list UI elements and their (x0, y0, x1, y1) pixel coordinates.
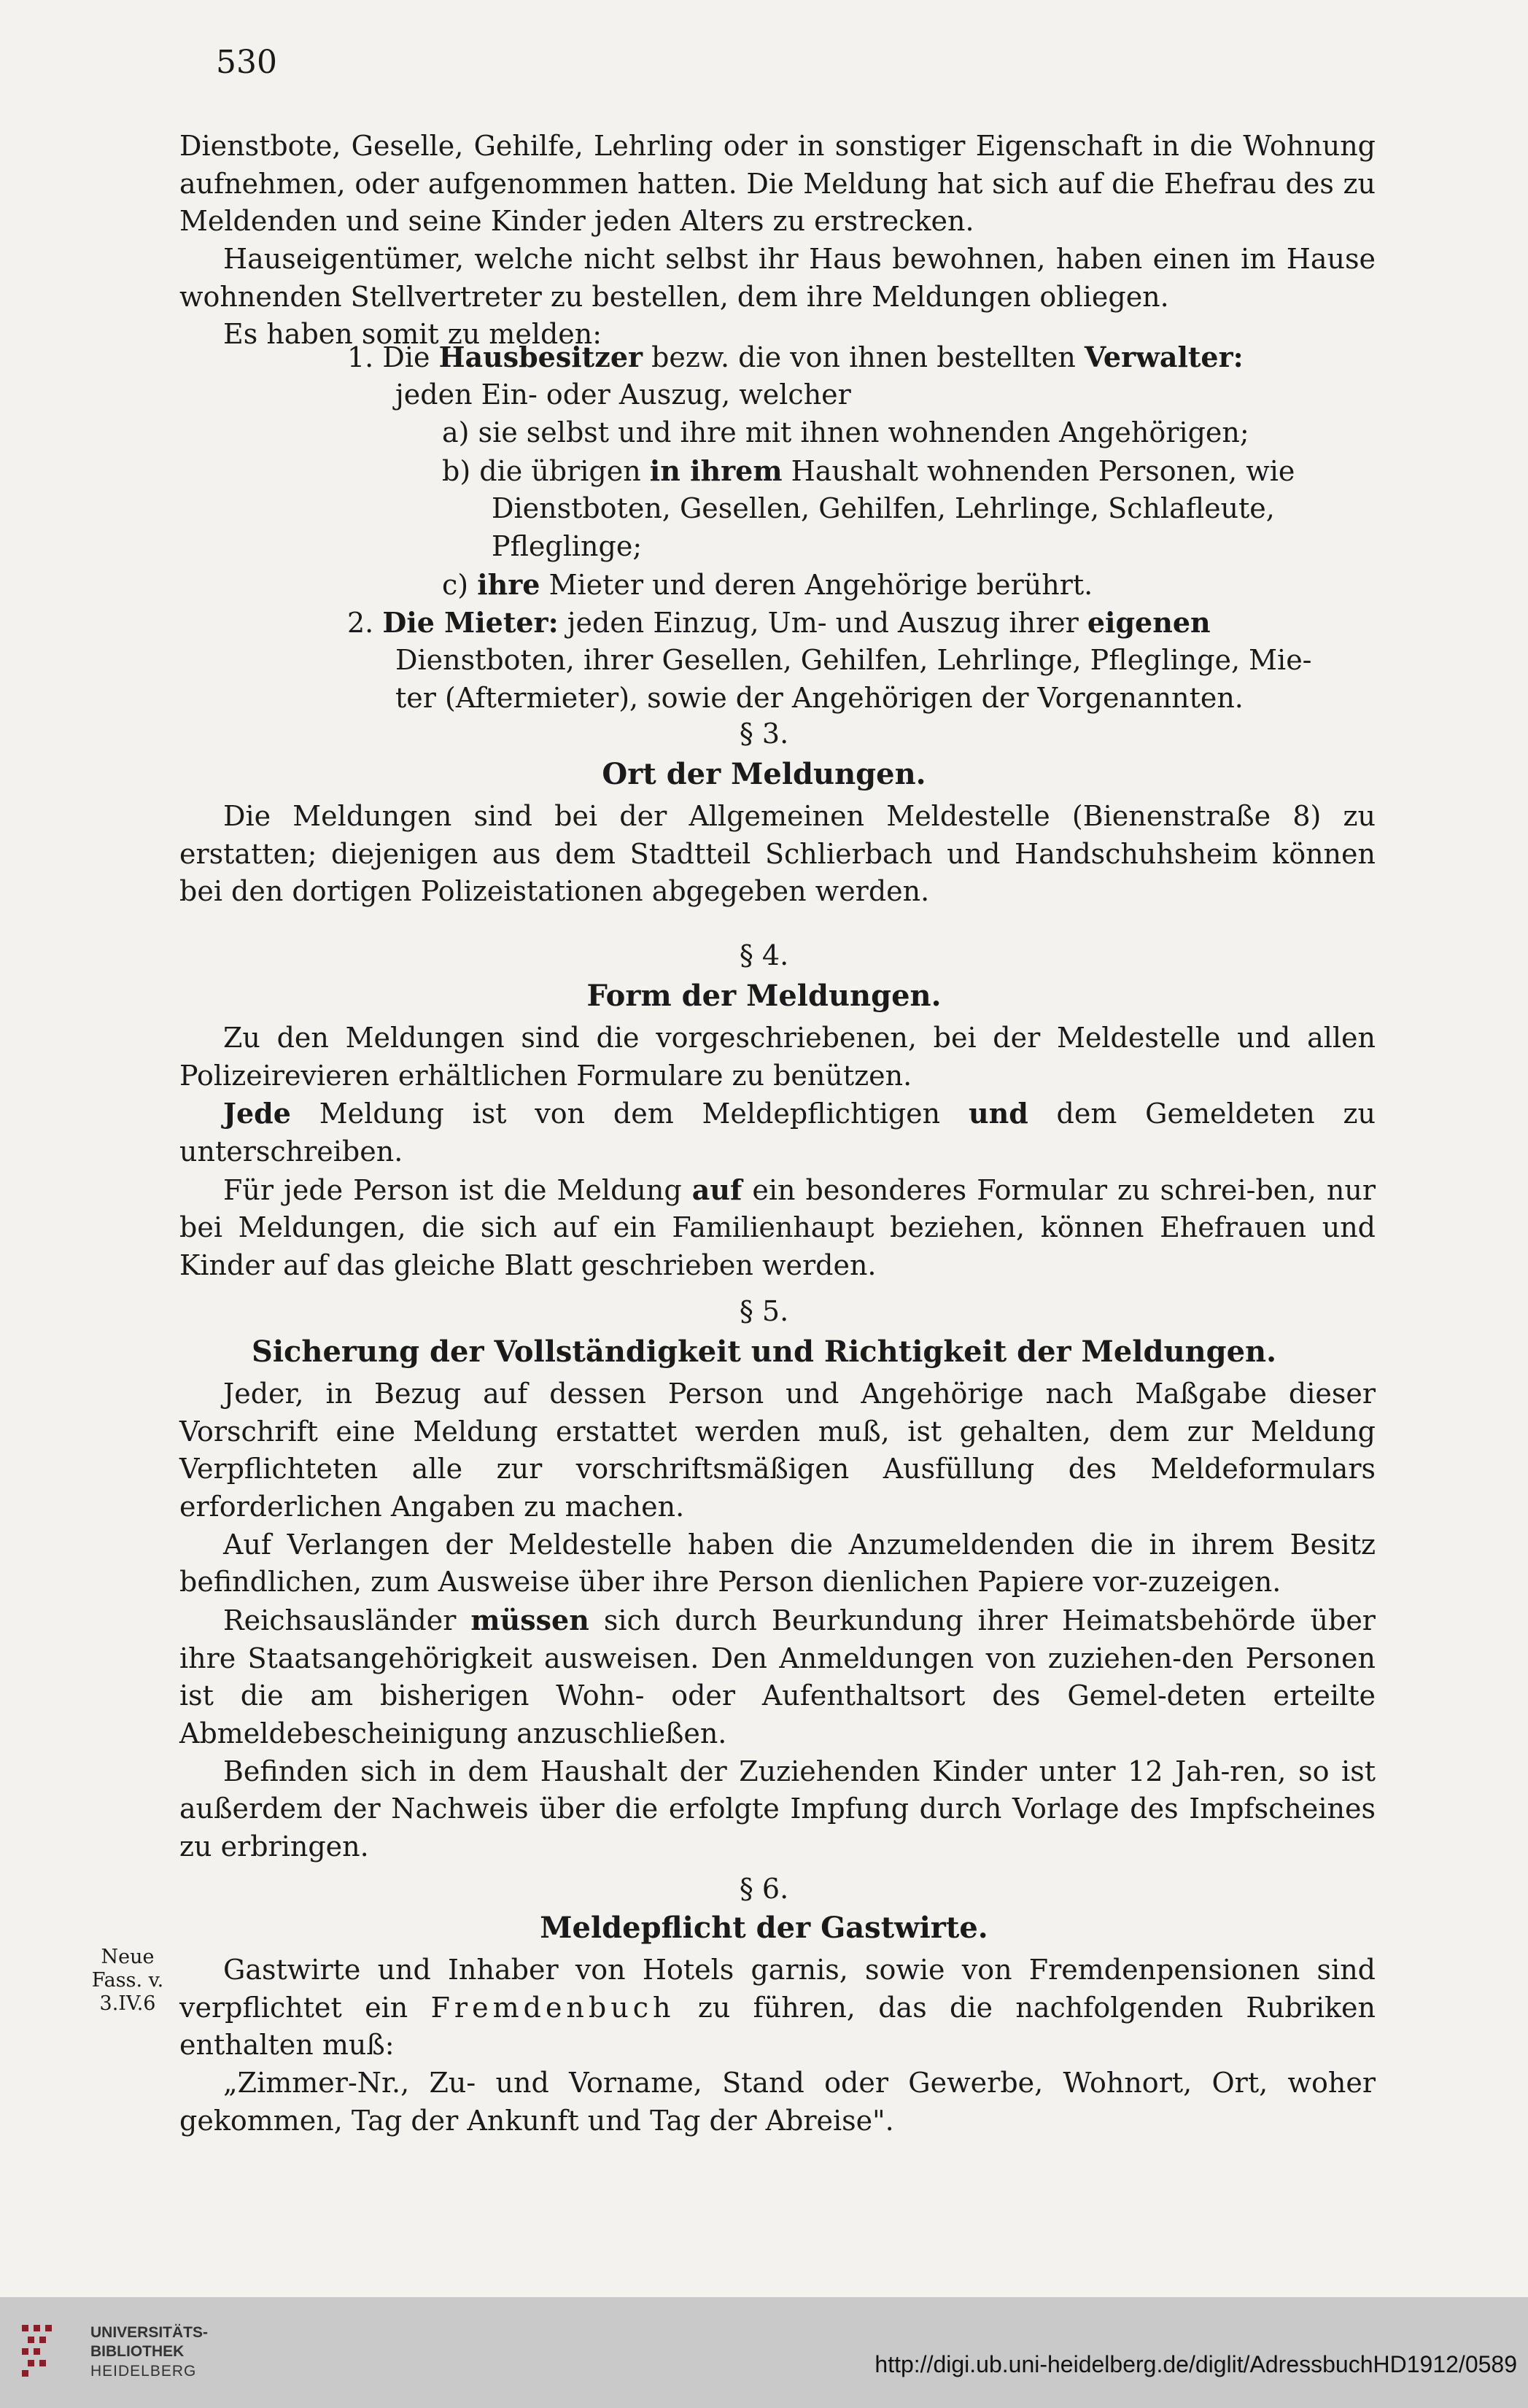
margin-note: Neue Fass. v. 3.IV.6 (91, 1946, 164, 2015)
section-5-paragraph-4: Befinden sich in dem Haushalt der Zuziehenden Kinder unter 12 Jah-ren, so ist außerdem der Nachweis über die erfolgte Impfung durch Vorlage des Impfscheines zu erbringen. (179, 1755, 1376, 1863)
sub-item-b: b) die übrigen in ihrem Haushalt wohnenden Personen, wie (442, 454, 1295, 487)
section-3-title: Ort der Meldungen. (602, 757, 926, 791)
section-4-paragraph-3: Für jede Person ist die Meldung auf ein besonderes Formular zu schrei-ben, nur bei Meldungen, die sich auf ein Familienhaupt beziehen, können Ehefrauen und Kinder auf das gleiche Blatt geschrieben werden. (179, 1173, 1376, 1282)
section-6-paragraph-1: Gastwirte und Inhaber von Hotels garnis, sowie von Fremdenpensionen sind verpflichtet ein Fremdenbuch zu führen, das die nachfolgenden Rubriken enthalten muß: (179, 1954, 1376, 2062)
section-3-sign: § 3. (739, 718, 789, 750)
hausbesitzer-term: Hausbesitzer (438, 341, 643, 373)
section-3-paragraph: Die Meldungen sind bei der Allgemeinen Meldestelle (Bienenstraße 8) zu erstatten; diejenigen aus dem Stadtteil Schlierbach und Handschuhsheim können bei den dortigen Polizeistationen abgegeben werden. (179, 800, 1376, 908)
section-5-body (179, 1375, 1376, 1866)
section-3-body (179, 798, 1376, 911)
sub-item-a: a) sie selbst und ihre mit ihnen wohnenden Angehörigen; (442, 416, 1249, 448)
intro-paragraph-3: Es haben somit zu melden: (223, 318, 602, 351)
list-item-1: 1. Die Hausbesitzer bezw. die von ihnen bestellten Verwalter: (347, 341, 1244, 373)
section-4-body (179, 1019, 1376, 1285)
section-4-title: Form der Meldungen. (586, 979, 942, 1013)
sub-item-c: c) ihre Mieter und deren Angehörige berührt. (442, 568, 1093, 601)
page-number: 530 (216, 44, 277, 81)
section-4-paragraph-1: Zu den Meldungen sind die vorgeschriebenen, bei der Meldestelle und allen Polizeirevieren erhältlichen Formulare zu benützen. (179, 1022, 1376, 1092)
section-6-sign: § 6. (739, 1873, 789, 1905)
verwalter-term: Verwalter: (1084, 341, 1244, 373)
university-library-logo-text: UNIVERSITÄTS- BIBLIOTHEK HEIDELBERG (90, 2324, 209, 2380)
section-5-paragraph-2: Auf Verlangen der Meldestelle haben die Anzumeldenden die in ihrem Besitz befindlichen, zum Ausweise über ihre Person dienlichen Papiere vor-zuzeigen. (179, 1528, 1376, 1599)
section-4-paragraph-2: Jede Meldung ist von dem Meldepflichtigen und dem Gemeldeten zu unterschreiben. (179, 1097, 1376, 1168)
list-item-1-number: 1. (347, 341, 374, 373)
section-5-title: Sicherung der Vollständigkeit und Richtigkeit der Meldungen. (251, 1335, 1277, 1369)
intro-paragraph-2: Hauseigentümer, welche nicht selbst ihr Haus bewohnen, haben einen im Hause wohnenden Stellvertreter zu bestellen, dem ihre Meldungen obliegen. (179, 243, 1376, 313)
fremdenbuch-term: Fremdenbuch (430, 1991, 675, 2024)
sub-item-b-line-3: Pfleglinge; (492, 530, 643, 562)
university-library-logo-icon (19, 2320, 79, 2380)
section-6-body (179, 1951, 1376, 2140)
list-item-2: 2. Die Mieter: jeden Einzug, Um- und Auszug ihrer eigenen (347, 606, 1211, 639)
list-item-1-continuation: jeden Ein- oder Auszug, welcher (395, 378, 851, 411)
list-item-2-line-3: ter (Aftermieter), sowie der Angehörigen der Vorgenannten. (395, 682, 1244, 714)
section-5-paragraph-1: Jeder, in Bezug auf dessen Person und Angehörige nach Maßgabe dieser Vorschrift eine Meldung erstattet werden muß, ist gehalten, dem zur Meldung Verpflichteten alle zur vorschriftsmäßigen Ausfüllung des Meldeformulars erforderlichen Angaben zu machen. (179, 1378, 1376, 1523)
section-6-title: Meldepflicht der Gastwirte. (540, 1911, 988, 1945)
mieter-term: Die Mieter: (382, 606, 559, 639)
section-4-sign: § 4. (739, 939, 789, 971)
section-5-paragraph-3: Reichsausländer müssen sich durch Beurkundung ihrer Heimatsbehörde über ihre Staatsangehörigkeit ausweisen. Den Anmeldungen von zuziehen-den Personen ist die am bisherigen Wohn- oder Aufenthaltsort des Gemel-deten erteilte Abmeldebescheinigung anzuschließen. (179, 1604, 1376, 1750)
intro-paragraph-1: Dienstbote, Geselle, Gehilfe, Lehrling oder in sonstiger Eigenschaft in die Wohnung aufnehmen, oder aufgenommen hatten. Die Meldung hat sich auf die Ehefrau des zu Meldenden und seine Kinder jeden Alters zu erstrecken. (179, 130, 1376, 238)
intro-block (179, 128, 1376, 354)
source-url-link[interactable]: http://digi.ub.uni-heidelberg.de/diglit/AdressbuchHD1912/0589 (874, 2351, 1517, 2377)
section-6-paragraph-2: „Zimmer-Nr., Zu- und Vorname, Stand oder Gewerbe, Wohnort, Ort, woher gekommen, Tag der Ankunft und Tag der Abreise". (179, 2067, 1376, 2137)
section-5-sign: § 5. (739, 1295, 789, 1327)
sub-item-b-line-2: Dienstboten, Gesellen, Gehilfen, Lehrlinge, Schlafleute, (492, 492, 1275, 524)
list-item-2-line-2: Dienstboten, ihrer Gesellen, Gehilfen, Lehrlinge, Pfleglinge, Mie- (395, 644, 1312, 676)
